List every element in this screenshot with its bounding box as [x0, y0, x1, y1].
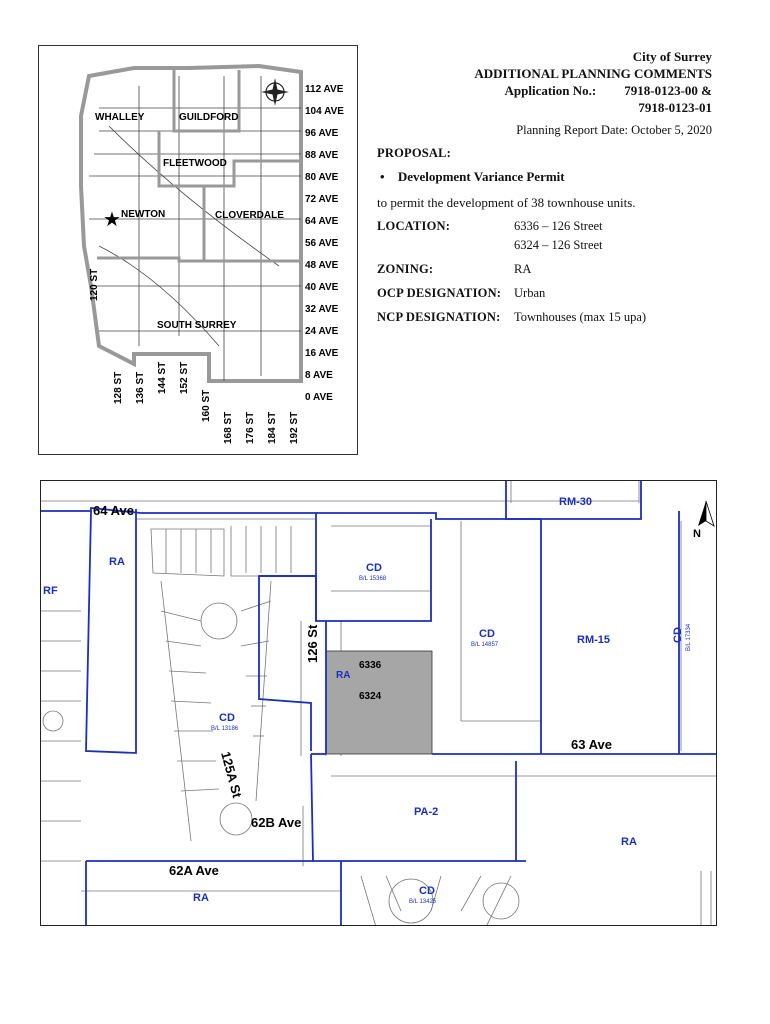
area-whalley: WHALLEY	[95, 112, 145, 123]
area-guildford: GUILDFORD	[179, 112, 239, 123]
st-label: 176 ST	[245, 411, 256, 444]
area-newton: NEWTON	[121, 209, 166, 220]
ave-label: 32 AVE	[305, 304, 339, 315]
bylaw-west: B/L 13186	[211, 726, 239, 732]
bylaw-east: B/L 17334	[686, 623, 692, 651]
ave-label: 40 AVE	[305, 282, 339, 293]
location-value-1: 6336 – 126 Street	[514, 219, 603, 233]
key-map	[38, 45, 358, 455]
ave-label: 48 AVE	[305, 260, 339, 271]
location-value-2: 6324 – 126 Street	[514, 238, 603, 252]
ave-label: 80 AVE	[305, 172, 339, 183]
area-fleetwood: FLEETWOOD	[163, 158, 227, 169]
site-zoning-svg	[41, 481, 717, 926]
bylaw-north: B/L 15368	[359, 576, 387, 582]
ave-label: 88 AVE	[305, 150, 339, 161]
zone-cd-north: CD	[366, 562, 382, 574]
address-6324: 6324	[359, 691, 382, 702]
application-number-2: 7918-0123-01	[638, 100, 712, 115]
north-arrow-icon	[693, 501, 714, 540]
zone-pa2: PA-2	[414, 806, 439, 818]
st-label: 168 ST	[223, 411, 234, 444]
road-64-ave: 64 Ave	[93, 503, 134, 518]
zoning-value: RA	[514, 262, 532, 276]
application-number-line	[474, 82, 712, 99]
bylaw-south: B/L 13425	[409, 899, 437, 905]
ave-label: 64 AVE	[305, 216, 339, 227]
ave-label: 56 AVE	[305, 238, 339, 249]
bylaw-mid: B/L 14857	[471, 642, 499, 648]
ave-label: 24 AVE	[305, 326, 339, 337]
st-label: 152 ST	[179, 361, 190, 394]
report-header	[474, 48, 712, 139]
st-label: 184 ST	[267, 411, 278, 444]
zone-rf: RF	[43, 585, 58, 597]
key-map-svg	[39, 46, 359, 456]
road-62b-ave: 62B Ave	[251, 815, 302, 830]
bullet-icon: •	[380, 169, 385, 184]
st-label: 120 ST	[89, 268, 100, 301]
ave-label: 112 AVE	[305, 84, 344, 95]
application-number-1: 7918-0123-00 &	[624, 83, 712, 98]
road-62a-ave: 62A Ave	[169, 863, 219, 878]
avenue-labels	[305, 84, 344, 403]
ocp-value: Urban	[514, 286, 546, 300]
zone-cd-south: CD	[419, 885, 435, 897]
area-south-surrey: SOUTH SURREY	[157, 320, 237, 331]
proposal-bullet-item	[380, 169, 565, 185]
st-label: 144 ST	[157, 361, 168, 394]
site-star-icon: ★	[103, 209, 121, 231]
application-label: Application No.:	[504, 83, 597, 98]
zone-cd-mid: CD	[479, 628, 495, 640]
road-126-st: 126 St	[305, 624, 320, 663]
area-cloverdale: CLOVERDALE	[215, 210, 284, 221]
document-title: ADDITIONAL PLANNING COMMENTS	[474, 66, 712, 81]
zone-cd-west: CD	[219, 712, 235, 724]
ave-label: 96 AVE	[305, 128, 339, 139]
ave-label: 72 AVE	[305, 194, 339, 205]
site-zoning-map	[40, 480, 717, 926]
zone-cd-east: CD	[672, 627, 684, 643]
location-label: LOCATION:	[377, 219, 451, 233]
ave-label: 0 AVE	[305, 392, 333, 403]
zone-ra-site: RA	[336, 670, 351, 681]
report-date: Planning Report Date: October 5, 2020	[516, 123, 712, 137]
zone-ra-west: RA	[109, 556, 125, 568]
st-label: 128 ST	[113, 371, 124, 404]
st-label: 160 ST	[201, 389, 212, 422]
ave-label: 104 AVE	[305, 106, 344, 117]
zoning-label: ZONING:	[377, 262, 434, 276]
zone-ra-se: RA	[621, 836, 637, 848]
address-6336: 6336	[359, 660, 382, 671]
road-63-ave: 63 Ave	[571, 737, 612, 752]
zone-labels	[43, 496, 692, 905]
ave-label: 16 AVE	[305, 348, 339, 359]
st-label: 136 ST	[135, 371, 146, 404]
city-name: City of Surrey	[632, 49, 712, 64]
proposal-label: PROPOSAL:	[377, 146, 452, 160]
road-125a-st: 125A St	[218, 749, 245, 800]
zone-ra-sw: RA	[193, 892, 209, 904]
north-label: N	[693, 528, 701, 540]
ncp-value: Townhouses (max 15 upa)	[514, 310, 647, 324]
ave-label: 8 AVE	[305, 370, 333, 381]
zone-rm30: RM-30	[559, 496, 593, 508]
proposal-description: to permit the development of 38 townhouse units.	[377, 195, 636, 210]
ocp-label: OCP DESIGNATION:	[377, 286, 502, 300]
ncp-label: NCP DESIGNATION:	[377, 310, 501, 324]
st-label: 192 ST	[289, 411, 300, 444]
zone-rm15: RM-15	[577, 634, 611, 646]
proposal-bullet-text: Development Variance Permit	[397, 169, 565, 184]
